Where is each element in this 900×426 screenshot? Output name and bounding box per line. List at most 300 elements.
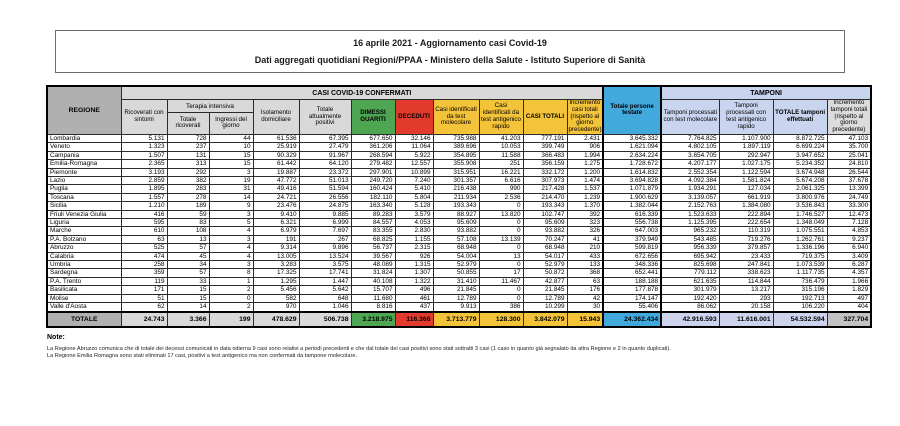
cell-ti_ingressi: 2 [209, 286, 253, 294]
total-row [47, 312, 871, 327]
region-cell: P.A. Bolzano [47, 235, 121, 243]
cell-casi_totali: 366.483 [523, 151, 567, 159]
cell-tamponi_molecolare: 4.092.384 [661, 177, 719, 185]
cell-incremento_tamponi: 26.544 [827, 168, 871, 176]
cell-casi_antigenico: 0 [479, 286, 523, 294]
cell-dimessi: 56.737 [351, 244, 395, 252]
cell-casi_antigenico: 128.300 [479, 312, 523, 327]
cell-casi_totali: 214.470 [523, 193, 567, 201]
region-cell: Piemonte [47, 168, 121, 176]
cell-incremento_casi: 392 [567, 210, 603, 218]
cell-casi_molecolare: 315.951 [433, 168, 479, 176]
cell-casi_antigenico: 10.053 [479, 143, 523, 151]
cell-persone: 652.441 [603, 269, 661, 277]
cell-casi_totali: 68.948 [523, 244, 567, 252]
cell-casi_antigenico: 11.467 [479, 277, 523, 285]
cell-dimessi: 68.825 [351, 235, 395, 243]
cell-casi_molecolare: 9.913 [433, 303, 479, 312]
cell-casi_totali: 50.872 [523, 269, 567, 277]
cell-casi_molecolare: 68.948 [433, 244, 479, 252]
cell-tamponi_totale: 106.220 [773, 303, 827, 312]
cell-incremento_casi: 1.239 [567, 193, 603, 201]
table-row [47, 160, 871, 168]
cell-tamponi_molecolare: 543.485 [661, 235, 719, 243]
region-cell: Umbria [47, 261, 121, 269]
report-source-subtitle: Dati aggregati quotidiani Regioni/PPAA - Ministero della Salute - Istituto Superiore di Sanità [254, 55, 646, 65]
table-row [47, 286, 871, 294]
cell-incremento_tamponi: 497 [827, 294, 871, 302]
header-terapia-intensiva: Terapia intensiva [167, 100, 253, 113]
header-band-tamponi: TAMPONI [661, 86, 871, 100]
cell-tamponi_antigenico: 1.107.900 [719, 134, 773, 142]
cell-incremento_tamponi: 4.853 [827, 227, 871, 235]
cell-ti_ingressi: 8 [209, 269, 253, 277]
cell-isolamento: 90.329 [253, 151, 299, 159]
cell-casi_totali: 777.191 [523, 134, 567, 142]
cell-persone: 1.071.879 [603, 185, 661, 193]
cell-ti_ingressi: 199 [209, 312, 253, 327]
cell-ti_ingressi: 3 [209, 168, 253, 176]
cell-casi_antigenico: 17 [479, 269, 523, 277]
cell-dimessi: 11.680 [351, 294, 395, 302]
cell-tamponi_antigenico: 127.034 [719, 185, 773, 193]
cell-isolamento: 3.283 [253, 261, 299, 269]
cell-tamponi_totale: 1.075.551 [773, 227, 827, 235]
cell-dimessi: 268.594 [351, 151, 395, 159]
cell-attualmente: 23.372 [299, 168, 351, 176]
cell-attualmente: 9.896 [299, 244, 351, 252]
cell-casi_molecolare: 355.908 [433, 160, 479, 168]
region-cell: TOTALE [47, 312, 121, 327]
header-ti-ingressi: Ingressi del giorno [209, 113, 253, 135]
cell-incremento_casi: 1.275 [567, 160, 603, 168]
table-row [47, 210, 871, 218]
cell-ricoverati: 1.210 [121, 202, 167, 210]
cell-casi_antigenico: 11.588 [479, 151, 523, 159]
cell-persone: 55.406 [603, 303, 661, 312]
cell-isolamento: 191 [253, 235, 299, 243]
cell-dimessi: 39.567 [351, 252, 395, 260]
cell-deceduti: 5.410 [395, 185, 433, 193]
cell-ricoverati: 5.131 [121, 134, 167, 142]
cell-ti_totale: 33 [167, 277, 209, 285]
cell-casi_totali: 95.609 [523, 219, 567, 227]
header-persone-testate: Totale persone testate [603, 86, 661, 134]
cell-deceduti: 1.307 [395, 269, 433, 277]
cell-tamponi_molecolare: 3.654.705 [661, 151, 719, 159]
header-dimessi-guariti: DIMESSI GUARITI [351, 100, 395, 135]
cell-tamponi_molecolare: 956.339 [661, 244, 719, 252]
cell-casi_molecolare: 93.882 [433, 227, 479, 235]
header-group-row [47, 100, 871, 113]
cell-deceduti: 5.922 [395, 151, 433, 159]
cell-ti_totale: 34 [167, 261, 209, 269]
cell-ti_totale: 283 [167, 185, 209, 193]
cell-ti_totale: 57 [167, 269, 209, 277]
region-cell: P.A. Trento [47, 277, 121, 285]
cell-deceduti: 1.155 [395, 235, 433, 243]
cell-casi_molecolare: 21.845 [433, 286, 479, 294]
cell-ricoverati: 119 [121, 277, 167, 285]
cell-casi_molecolare: 389.696 [433, 143, 479, 151]
cell-attualmente: 1.447 [299, 277, 351, 285]
table-row [47, 235, 871, 243]
cell-casi_antigenico: 0 [479, 219, 523, 227]
cell-casi_antigenico: 386 [479, 303, 523, 312]
cell-tamponi_totale: 736.479 [773, 277, 827, 285]
cell-incremento_casi: 42 [567, 294, 603, 302]
cell-incremento_tamponi: 7.128 [827, 219, 871, 227]
cell-incremento_tamponi: 25.041 [827, 151, 871, 159]
cell-casi_molecolare: 12.789 [433, 294, 479, 302]
cell-dimessi: 8.816 [351, 303, 395, 312]
cell-dimessi: 40.108 [351, 277, 395, 285]
region-cell: Puglia [47, 185, 121, 193]
cell-tamponi_totale: 1.117.735 [773, 269, 827, 277]
notes-section [47, 334, 867, 360]
cell-casi_molecolare: 3.713.779 [433, 312, 479, 327]
cell-ti_totale: 108 [167, 227, 209, 235]
cell-ti_ingressi: 3 [209, 210, 253, 218]
cell-isolamento: 61.442 [253, 160, 299, 168]
cell-attualmente: 64.120 [299, 160, 351, 168]
cell-incremento_casi: 210 [567, 244, 603, 252]
cell-tamponi_molecolare: 1.934.291 [661, 185, 719, 193]
cell-ti_totale: 15 [167, 294, 209, 302]
cell-persone: 1.728.672 [603, 160, 661, 168]
cell-casi_antigenico: 251 [479, 160, 523, 168]
cell-persone: 3.645.332 [603, 134, 661, 142]
region-cell: Calabria [47, 252, 121, 260]
cell-incremento_tamponi: 13.399 [827, 185, 871, 193]
cell-attualmente: 506.738 [299, 312, 351, 327]
cell-ricoverati: 1.895 [121, 185, 167, 193]
header-isolamento: Isolamento domiciliare [253, 100, 299, 135]
cell-incremento_tamponi: 35.700 [827, 143, 871, 151]
cell-casi_totali: 217.428 [523, 185, 567, 193]
cell-attualmente: 17.741 [299, 269, 351, 277]
cell-ti_totale: 14 [167, 303, 209, 312]
header-band-row [47, 86, 871, 100]
cell-incremento_tamponi: 24.810 [827, 160, 871, 168]
cell-tamponi_molecolare: 301.979 [661, 286, 719, 294]
cell-incremento_tamponi: 33.300 [827, 202, 871, 210]
cell-tamponi_antigenico: 293 [719, 294, 773, 302]
region-cell: Sardegna [47, 269, 121, 277]
cell-deceduti: 116.366 [395, 312, 433, 327]
cell-attualmente: 267 [299, 235, 351, 243]
cell-incremento_casi: 1.537 [567, 185, 603, 193]
cell-incremento_casi: 323 [567, 219, 603, 227]
cell-ti_totale: 313 [167, 160, 209, 168]
cell-ricoverati: 595 [121, 219, 167, 227]
cell-incremento_casi: 1.370 [567, 202, 603, 210]
cell-deceduti: 12.557 [395, 160, 433, 168]
cell-casi_antigenico: 6.616 [479, 177, 523, 185]
cell-deceduti: 11.064 [395, 143, 433, 151]
cell-deceduti: 32.146 [395, 134, 433, 142]
table-row [47, 219, 871, 227]
cell-incremento_casi: 433 [567, 252, 603, 260]
cell-ti_ingressi: 9 [209, 202, 253, 210]
cell-ti_totale: 189 [167, 202, 209, 210]
cell-tamponi_totale: 3.674.948 [773, 168, 827, 176]
region-cell: Emilia-Romagna [47, 160, 121, 168]
cell-persone: 1.614.832 [603, 168, 661, 176]
region-cell: Lazio [47, 177, 121, 185]
cell-dimessi: 677.650 [351, 134, 395, 142]
cell-incremento_casi: 2.431 [567, 134, 603, 142]
cell-attualmente: 7.697 [299, 227, 351, 235]
report-date-title: 16 aprile 2021 - Aggiornamento casi Covid-19 [353, 38, 547, 48]
cell-attualmente: 1.046 [299, 303, 351, 312]
cell-attualmente: 6.999 [299, 219, 351, 227]
cell-ti_ingressi: 14 [209, 193, 253, 201]
cell-incremento_tamponi: 1.829 [827, 286, 871, 294]
cell-tamponi_molecolare: 4.802.105 [661, 143, 719, 151]
cell-tamponi_totale: 2.061.325 [773, 185, 827, 193]
cell-ricoverati: 62 [121, 303, 167, 312]
cell-deceduti: 437 [395, 303, 433, 312]
cell-casi_totali: 93.882 [523, 227, 567, 235]
table-header [47, 86, 871, 134]
cell-dimessi: 297.901 [351, 168, 395, 176]
table-row [47, 185, 871, 193]
table-row [47, 294, 871, 302]
cell-casi_molecolare: 95.609 [433, 219, 479, 227]
cell-ti_totale: 3.366 [167, 312, 209, 327]
cell-incremento_casi: 63 [567, 277, 603, 285]
cell-attualmente: 51.013 [299, 177, 351, 185]
cell-ricoverati: 416 [121, 210, 167, 218]
cell-dimessi: 361.206 [351, 143, 395, 151]
cell-ti_totale: 13 [167, 235, 209, 243]
cell-tamponi_molecolare: 2.152.763 [661, 202, 719, 210]
cell-incremento_tamponi: 3.409 [827, 252, 871, 260]
cell-tamponi_antigenico: 222.894 [719, 210, 773, 218]
cell-tamponi_molecolare: 825.698 [661, 261, 719, 269]
cell-ricoverati: 359 [121, 269, 167, 277]
cell-incremento_casi: 41 [567, 235, 603, 243]
cell-tamponi_molecolare: 3.139.057 [661, 193, 719, 201]
cell-tamponi_antigenico: 1.897.119 [719, 143, 773, 151]
header-regione: REGIONE [47, 86, 121, 134]
cell-ti_totale: 59 [167, 210, 209, 218]
cell-tamponi_antigenico: 1.581.824 [719, 177, 773, 185]
region-cell: Campania [47, 151, 121, 159]
cell-incremento_casi: 1.994 [567, 151, 603, 159]
cell-casi_totali: 42.877 [523, 277, 567, 285]
header-casi-molecolare: Casi identificati da test molecolare [433, 100, 479, 135]
cell-casi_antigenico: 0 [479, 227, 523, 235]
cell-casi_antigenico: 13.820 [479, 210, 523, 218]
cell-casi_molecolare: 31.410 [433, 277, 479, 285]
cell-persone: 2.634.224 [603, 151, 661, 159]
cell-ti_ingressi: 3 [209, 261, 253, 269]
cell-ti_ingressi: 10 [209, 143, 253, 151]
table-row [47, 261, 871, 269]
cell-deceduti: 2.830 [395, 227, 433, 235]
cell-ti_totale: 278 [167, 193, 209, 201]
cell-persone: 348.336 [603, 261, 661, 269]
cell-casi_antigenico: 16.221 [479, 168, 523, 176]
cell-tamponi_molecolare: 1.125.395 [661, 219, 719, 227]
cell-incremento_casi: 368 [567, 269, 603, 277]
covid-data-table-wrap [46, 85, 869, 328]
cell-tamponi_totale: 5.234.352 [773, 160, 827, 168]
cell-dimessi: 84.557 [351, 219, 395, 227]
header-ti-totale: Totale ricoverati [167, 113, 209, 135]
cell-casi_antigenico: 0 [479, 294, 523, 302]
cell-casi_molecolare: 211.934 [433, 193, 479, 201]
cell-isolamento: 17.325 [253, 269, 299, 277]
cell-casi_totali: 3.842.079 [523, 312, 567, 327]
cell-casi_totali: 102.747 [523, 210, 567, 218]
cell-casi_antigenico: 0 [479, 261, 523, 269]
cell-isolamento: 1.295 [253, 277, 299, 285]
note-line-emilia: La Regione Emilia Romagna sono stati eliminati 17 casi, positivi a test antigenico ma non confermati da tampone molecolare. [47, 353, 357, 359]
cell-casi_antigenico: 990 [479, 185, 523, 193]
cell-incremento_casi: 133 [567, 261, 603, 269]
cell-ti_totale: 237 [167, 143, 209, 151]
cell-incremento_casi: 176 [567, 286, 603, 294]
cell-tamponi_totale: 3.800.976 [773, 193, 827, 201]
cell-tamponi_molecolare: 965.232 [661, 227, 719, 235]
cell-tamponi_totale: 3.947.652 [773, 151, 827, 159]
cell-deceduti: 4.053 [395, 219, 433, 227]
cell-incremento_tamponi: 6.287 [827, 261, 871, 269]
cell-dimessi: 279.482 [351, 160, 395, 168]
cell-ti_totale: 292 [167, 168, 209, 176]
cell-tamponi_totale: 1.073.539 [773, 261, 827, 269]
region-cell: Valle d'Aosta [47, 303, 121, 312]
header-tamponi-antigenico: Tamponi processati con test antigenico rapido [719, 100, 773, 135]
cell-attualmente: 9.885 [299, 210, 351, 218]
cell-dimessi: 83.355 [351, 227, 395, 235]
header-ricoverati: Ricoverati con sintomi [121, 100, 167, 135]
cell-casi_molecolare: 57.108 [433, 235, 479, 243]
cell-tamponi_antigenico: 110.319 [719, 227, 773, 235]
cell-ti_ingressi: 15 [209, 151, 253, 159]
cell-dimessi: 31.824 [351, 269, 395, 277]
cell-deceduti: 3.579 [395, 210, 433, 218]
table-row [47, 134, 871, 142]
cell-persone: 1.621.094 [603, 143, 661, 151]
cell-dimessi: 48.089 [351, 261, 395, 269]
cell-dimessi: 163.340 [351, 202, 395, 210]
region-cell: Toscana [47, 193, 121, 201]
cell-ti_ingressi: 2 [209, 303, 253, 312]
cell-tamponi_molecolare: 86.062 [661, 303, 719, 312]
cell-casi_molecolare: 50.855 [433, 269, 479, 277]
table-body [47, 134, 871, 326]
cell-tamponi_antigenico: 661.919 [719, 193, 773, 201]
cell-casi_totali: 193.343 [523, 202, 567, 210]
cell-casi_totali: 52.979 [523, 261, 567, 269]
cell-tamponi_antigenico: 13.217 [719, 286, 773, 294]
cell-attualmente: 5.642 [299, 286, 351, 294]
cell-ricoverati: 1.323 [121, 143, 167, 151]
cell-ti_ingressi: 44 [209, 134, 253, 142]
cell-ti_totale: 83 [167, 219, 209, 227]
header-incremento-tamponi: Incremento tamponi totali (rispetto al giorno precedente) [827, 100, 871, 135]
cell-casi_molecolare: 88.927 [433, 210, 479, 218]
table-row [47, 244, 871, 252]
cell-tamponi_antigenico: 379.857 [719, 244, 773, 252]
cell-tamponi_totale: 1.336.196 [773, 244, 827, 252]
cell-tamponi_totale: 1.746.527 [773, 210, 827, 218]
cell-persone: 177.878 [603, 286, 661, 294]
cell-tamponi_antigenico: 292.947 [719, 151, 773, 159]
header-band-casi-confermati: CASI COVID-19 CONFERMATI [121, 86, 603, 100]
region-cell: Veneto [47, 143, 121, 151]
cell-tamponi_antigenico: 338.623 [719, 269, 773, 277]
table-row [47, 177, 871, 185]
cell-casi_molecolare: 52.979 [433, 261, 479, 269]
cell-persone: 379.949 [603, 235, 661, 243]
cell-persone: 1.382.044 [603, 202, 661, 210]
cell-attualmente: 24.875 [299, 202, 351, 210]
cell-tamponi_molecolare: 192.420 [661, 294, 719, 302]
header-tamponi-molecolare: Tamponi processati con test molecolare [661, 100, 719, 135]
cell-ti_totale: 57 [167, 244, 209, 252]
cell-ricoverati: 1.507 [121, 151, 167, 159]
cell-ricoverati: 24.743 [121, 312, 167, 327]
notes-label: Note: [47, 334, 65, 341]
header-casi-totali: CASI TOTALI [523, 100, 567, 135]
cell-isolamento: 6.321 [253, 219, 299, 227]
cell-incremento_tamponi: 4.357 [827, 269, 871, 277]
cell-persone: 556.738 [603, 219, 661, 227]
table-row [47, 277, 871, 285]
cell-casi_antigenico: 0 [479, 202, 523, 210]
cell-ti_ingressi: 5 [209, 219, 253, 227]
cell-ti_ingressi: 3 [209, 235, 253, 243]
cell-tamponi_totale: 5.674.208 [773, 177, 827, 185]
cell-tamponi_antigenico: 20.158 [719, 303, 773, 312]
header-incremento-casi: Incremento casi totali (rispetto al giorno precedente) [568, 99, 602, 134]
cell-dimessi: 89.283 [351, 210, 395, 218]
cell-tamponi_totale: 1.262.761 [773, 235, 827, 243]
cell-casi_totali: 21.845 [523, 286, 567, 294]
cell-attualmente: 648 [299, 294, 351, 302]
cell-attualmente: 27.479 [299, 143, 351, 151]
region-cell: Liguria [47, 219, 121, 227]
cell-tamponi_totale: 8.872.725 [773, 134, 827, 142]
cell-tamponi_totale: 192.713 [773, 294, 827, 302]
cell-casi_antigenico: 2.536 [479, 193, 523, 201]
cell-deceduti: 7.240 [395, 177, 433, 185]
cell-ricoverati: 474 [121, 252, 167, 260]
cell-casi_totali: 12.789 [523, 294, 567, 302]
cell-dimessi: 249.720 [351, 177, 395, 185]
cell-casi_totali: 10.299 [523, 303, 567, 312]
cell-casi_molecolare: 193.343 [433, 202, 479, 210]
table-row [47, 202, 871, 210]
cell-deceduti: 2.315 [395, 244, 433, 252]
cell-persone: 174.147 [603, 294, 661, 302]
cell-persone: 647.003 [603, 227, 661, 235]
cell-tamponi_molecolare: 695.942 [661, 252, 719, 260]
cell-isolamento: 23.476 [253, 202, 299, 210]
cell-incremento_tamponi: 404 [827, 303, 871, 312]
cell-ricoverati: 2.859 [121, 177, 167, 185]
cell-tamponi_antigenico: 1.027.175 [719, 160, 773, 168]
note-line-abruzzo: La Regione Abruzzo comunica che di totale dei decessi comunicati in data odierna 9 casi sono relativi a periodi precedenti e che dal totale dei casi positivi sono stati sottratti 3 casi (1 caso in quanto già segnalato da altra Regione e 2 in quanto duplicati). [47, 346, 671, 352]
table-row [47, 252, 871, 260]
cell-tamponi_molecolare: 779.112 [661, 269, 719, 277]
cell-isolamento: 25.919 [253, 143, 299, 151]
